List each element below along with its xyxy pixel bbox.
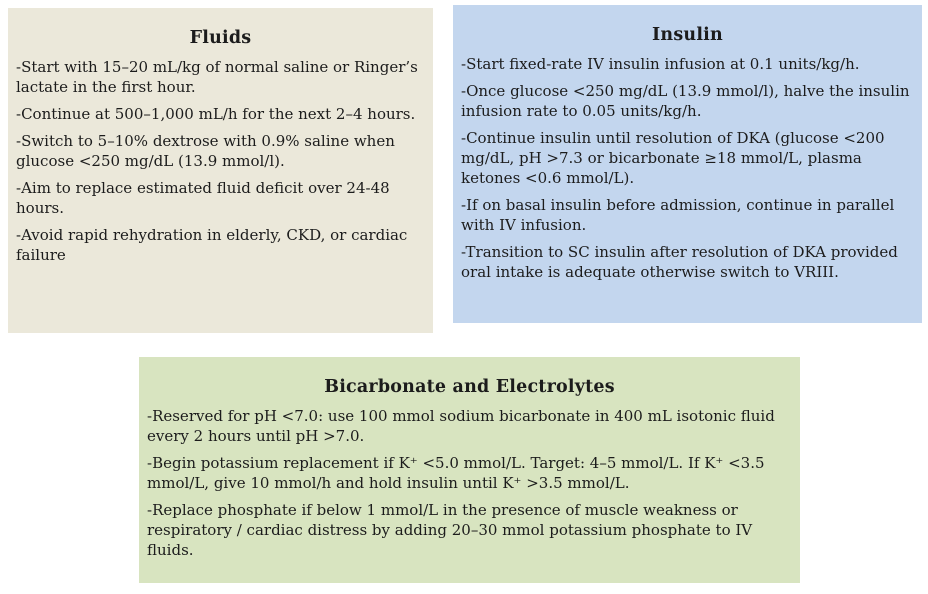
fluids-item-1: -Start with 15–20 mL/kg of normal saline or Ringer’s lactate in the first hour. <box>16 58 418 96</box>
fluids-item-4: -Aim to replace estimated fluid deficit over 24-48 hours. <box>16 179 390 217</box>
fluids-box <box>8 8 433 333</box>
insulin-item-5: -Transition to SC insulin after resolution of DKA provided oral intake is adequate otherwise switch to VRIII. <box>461 243 898 281</box>
insulin-item-1: -Start fixed-rate IV insulin infusion at 0.1 units/kg/h. <box>461 55 860 73</box>
insulin-box <box>453 5 922 323</box>
fluids-item-2: -Continue at 500–1,000 mL/h for the next 2–4 hours. <box>16 105 416 123</box>
bicarbonate-item-3: -Replace phosphate if below 1 mmol/L in the presence of muscle weakness or respiratory / cardiac distress by adding 20–30 mmol potassium phosphate to IV fluids. <box>147 501 753 559</box>
fluids-title: Fluids <box>189 28 252 48</box>
fluids-item-3: -Switch to 5–10% dextrose with 0.9% saline when glucose <250 mg/dL (13.9 mmol/l). <box>16 132 395 170</box>
fluids-item-5: -Avoid rapid rehydration in elderly, CKD, or cardiac failure <box>16 226 408 264</box>
bicarbonate-item-1: -Reserved for pH <7.0: use 100 mmol sodium bicarbonate in 400 mL isotonic fluid every 2 hours until pH >7.0. <box>147 407 775 445</box>
insulin-item-2: -Once glucose <250 mg/dL (13.9 mmol/l), halve the insulin infusion rate to 0.05 units/kg/h. <box>461 82 910 120</box>
insulin-item-3: -Continue insulin until resolution of DKA (glucose <200 mg/dL, pH >7.3 or bicarbonate ≥18 mmol/L, plasma ketones <0.6 mmol/L). <box>461 129 885 187</box>
bicarbonate-electrolytes-box <box>139 357 800 583</box>
bicarbonate-item-2: -Begin potassium replacement if K⁺ <5.0 mmol/L. Target: 4–5 mmol/L. If K⁺ <3.5 mmol/L, give 10 mmol/h and hold insulin until K⁺ >3.5 mmol/L. <box>147 454 765 492</box>
insulin-title: Insulin <box>652 25 723 45</box>
bicarbonate-electrolytes-title: Bicarbonate and Electrolytes <box>324 377 615 397</box>
insulin-item-4: -If on basal insulin before admission, continue in parallel with IV infusion. <box>461 196 895 234</box>
